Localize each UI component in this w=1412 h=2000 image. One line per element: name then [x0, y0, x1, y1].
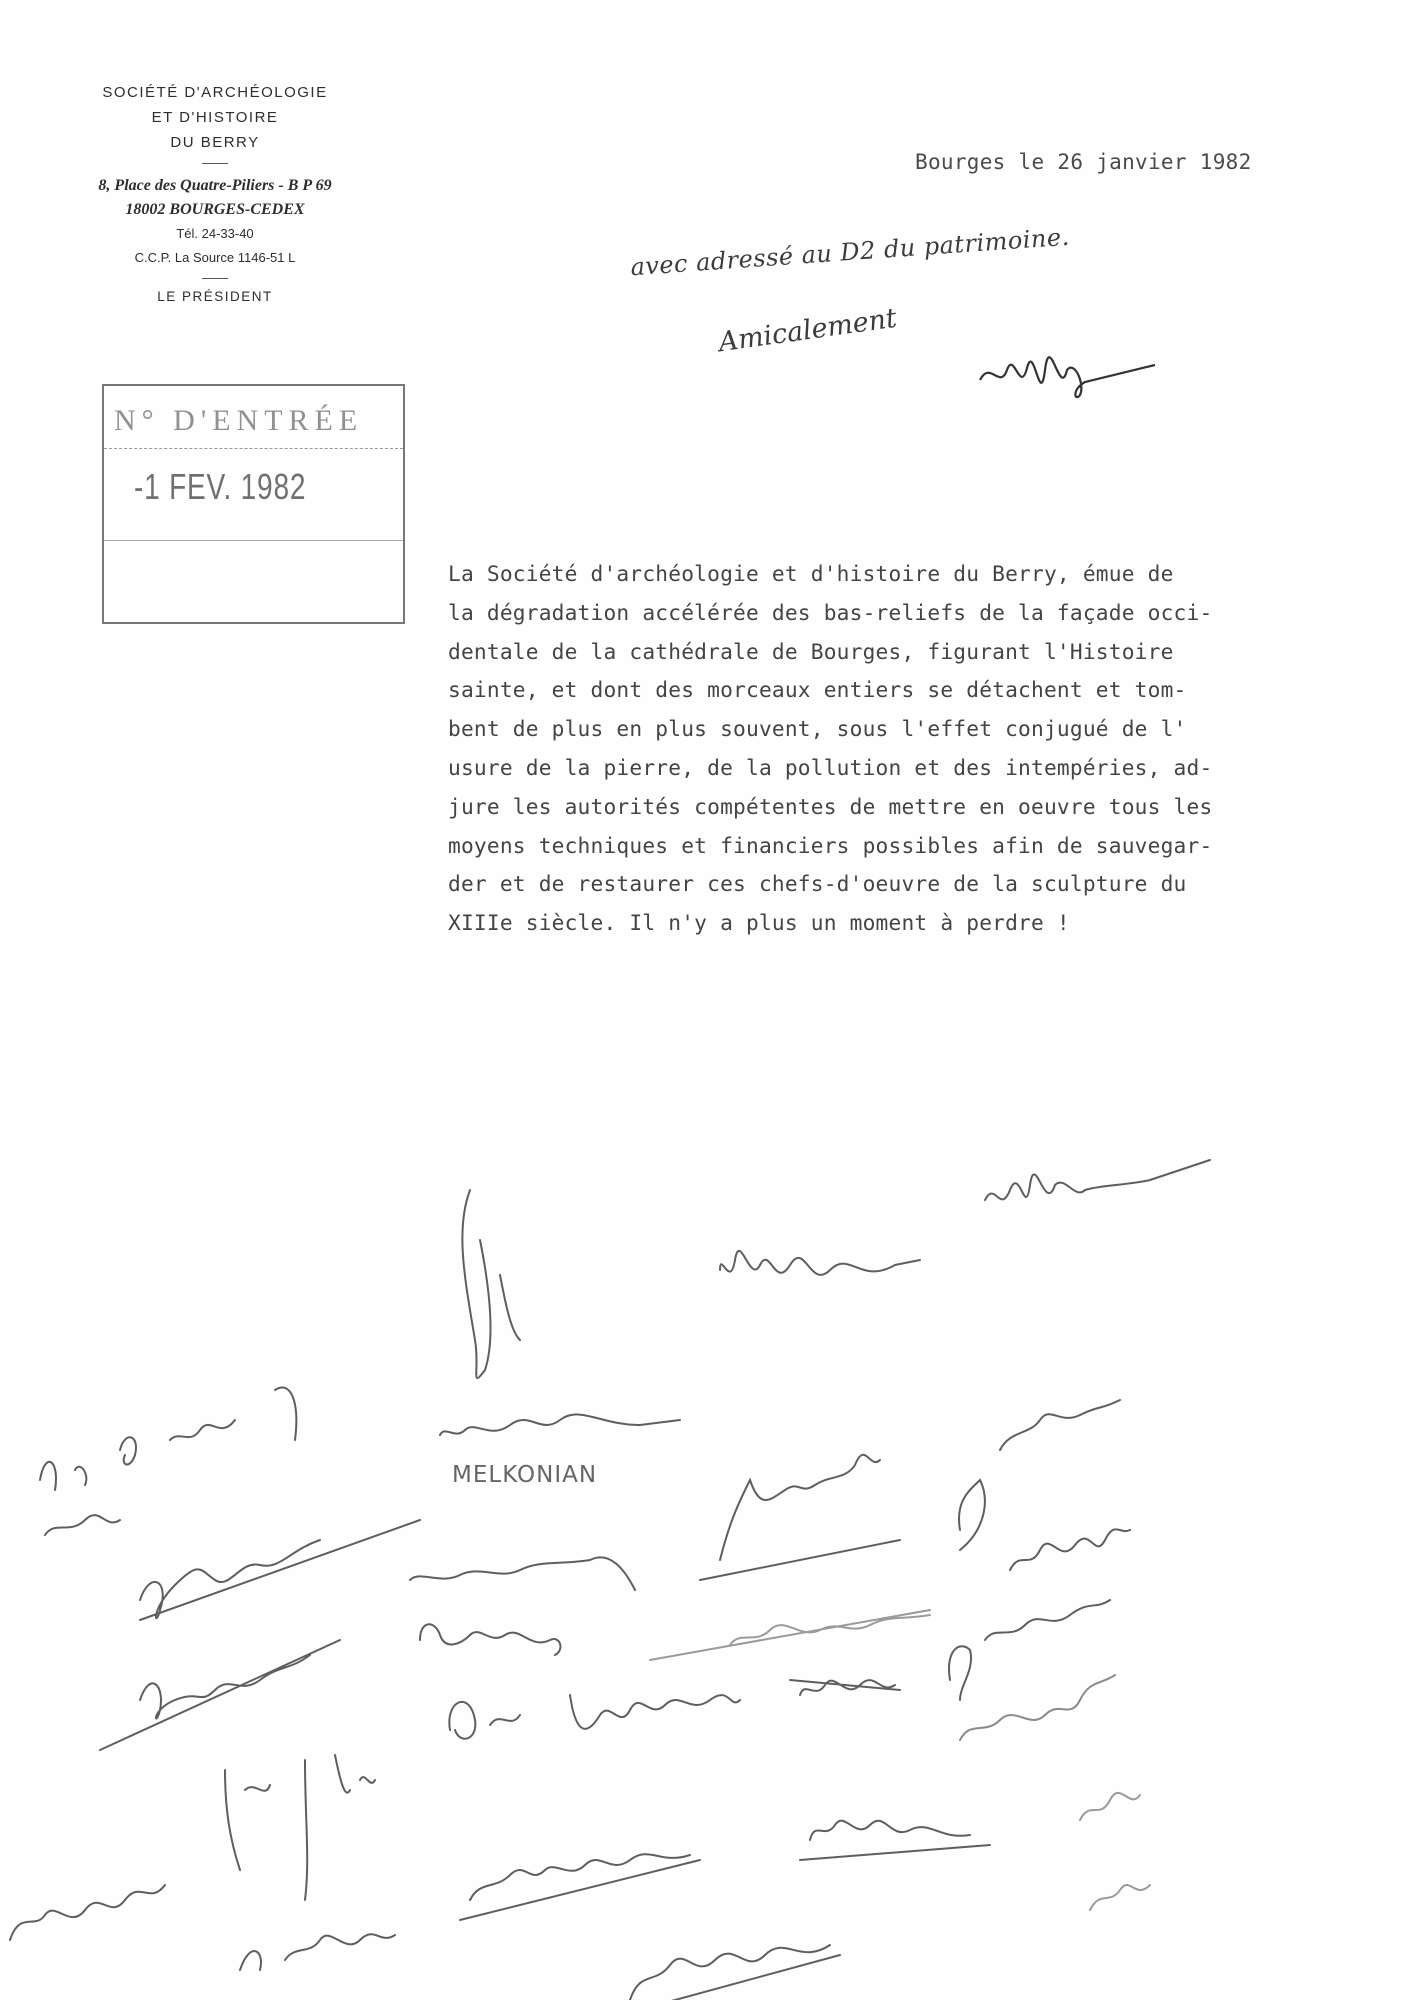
phone-number: Tél. 24-33-40	[176, 226, 254, 241]
society-name-line2: ET D'HISTOIRE	[151, 109, 279, 126]
body-line: dentale de la cathédrale de Bourges, figurant l'Histoire	[448, 638, 1174, 664]
signature	[720, 1251, 920, 1275]
body-line: la dégradation accélérée des bas-reliefs de la façade occi-	[448, 599, 1213, 625]
body-line: der et de restaurer ces chefs-d'oeuvre de la sculpture du	[448, 871, 1187, 897]
body-line: moyens techniques et financiers possibles afin de sauvegar-	[448, 832, 1213, 858]
president-title: LE PRÉSIDENT	[157, 289, 273, 304]
signature	[949, 1600, 1110, 1700]
signature-scribbles	[0, 1140, 1412, 2000]
signature	[240, 1934, 395, 1970]
signature	[620, 1945, 840, 2000]
stamp-divider-2	[104, 540, 403, 541]
signature	[45, 1515, 120, 1535]
society-name-line1: SOCIÉTÉ D'ARCHÉOLOGIE	[102, 84, 328, 101]
body-line: La Société d'archéologie et d'histoire du Berry, émue de	[448, 561, 1174, 586]
signature	[225, 1755, 375, 1900]
signature	[1080, 1793, 1140, 1820]
signature	[100, 1640, 340, 1750]
body-line: sainte, et dont des morceaux entiers se détachent et tom-	[448, 677, 1187, 703]
signature	[960, 1675, 1115, 1740]
signatures-area	[0, 1140, 1412, 2000]
signature	[420, 1624, 560, 1655]
handwritten-greeting: Amicalement	[716, 302, 899, 359]
handwritten-note: avec adressé au D2 du patrimoine.	[629, 222, 1071, 282]
signature	[449, 1695, 740, 1739]
signature	[985, 1160, 1210, 1200]
stamp-date: -1 FEV. 1982	[134, 466, 307, 507]
body-line: XIIIe siècle. Il n'y a plus un moment à perdre !	[448, 910, 1070, 936]
letter-date: Bourges le 26 janvier 1982	[915, 150, 1252, 174]
entry-stamp	[102, 384, 405, 624]
president-signature	[975, 340, 1165, 420]
letterhead-divider-2	[202, 278, 228, 279]
signature	[959, 1400, 1120, 1550]
letterhead	[60, 80, 370, 304]
society-name-line3: DU BERRY	[170, 134, 260, 151]
stamp-divider	[104, 448, 403, 449]
letterhead-divider	[202, 163, 228, 164]
signature	[140, 1520, 420, 1620]
body-line: usure de la pierre, de la pollution et des intempéries, ad-	[448, 754, 1213, 780]
address-line2: 18002 BOURGES-CEDEX	[125, 201, 305, 218]
ccp-account: C.C.P. La Source 1146-51 L	[134, 250, 296, 265]
body-line: jure les autorités compétentes de mettre en oeuvre tous les	[448, 793, 1213, 819]
signature	[460, 1854, 700, 1920]
signature	[790, 1680, 900, 1695]
signature	[10, 1885, 165, 1940]
signature	[1010, 1529, 1130, 1570]
signature	[462, 1190, 520, 1378]
signature	[700, 1455, 900, 1580]
address-line1: 8, Place des Quatre-Piliers - B P 69	[98, 177, 332, 194]
stamp-title: N° D'ENTRÉE	[114, 404, 364, 437]
letter-body	[448, 555, 1378, 943]
signature-printed-name: MELKONIAN	[452, 1462, 598, 1488]
signature	[650, 1610, 930, 1660]
body-line: bent de plus en plus souvent, sous l'effet conjugué de l'	[448, 716, 1187, 742]
signature	[410, 1557, 635, 1590]
signature	[440, 1414, 680, 1435]
signature	[40, 1387, 296, 1490]
signature	[1090, 1885, 1150, 1910]
signature	[800, 1821, 990, 1860]
